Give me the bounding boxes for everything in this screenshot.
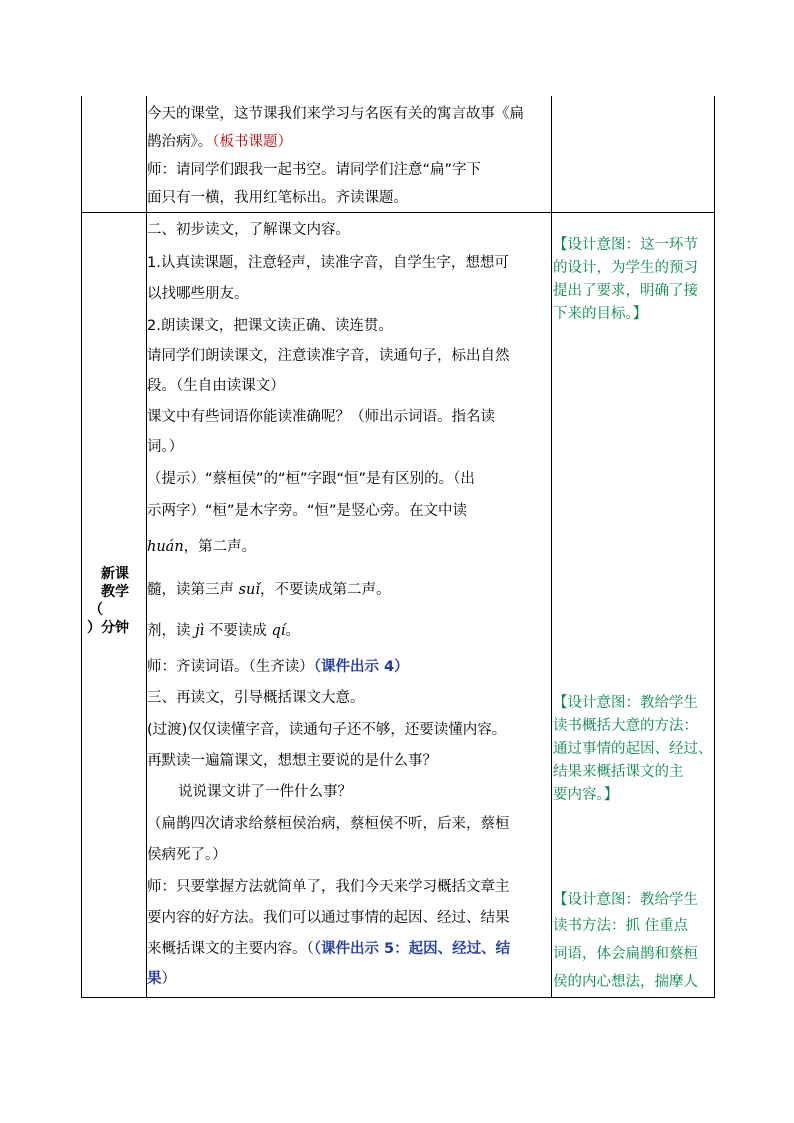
courseware-5-note-end: 果 (147, 971, 162, 987)
method-line-4 (147, 969, 176, 989)
note1-line-2: 的设计，为学生的预习 (553, 260, 698, 276)
note3-line-1: 【设计意图：教给学生 (553, 892, 698, 908)
note1-line-3: 提出了要求，明确了接 (553, 283, 698, 299)
table-border-right (714, 96, 715, 998)
note1-line-1: 【设计意图：这一环节 (553, 237, 698, 253)
word-sui-b: ，不要读成第二声。 (260, 582, 391, 598)
word-sui-a: 髓，读第三声 (147, 582, 239, 598)
word-ji-b: 不要读成 (204, 623, 272, 639)
method-line-3 (147, 939, 510, 959)
note1-line-4: 下来的目标。】 (553, 306, 648, 322)
table-border-bottom (81, 997, 715, 998)
paragraph-hint-3 (147, 537, 256, 557)
row1-line-1: 今天的课堂，这节课我们来学习与名医有关的寓言故事《扁 (147, 106, 524, 122)
section-heading-3: 三、再读文，引导概括课文大意。 (147, 690, 365, 706)
lesson-plan-table (81, 96, 715, 998)
row-divider (81, 212, 715, 213)
method-line-1: 师：只要掌握方法就简单了，我们今天来学习概括文章主 (147, 879, 510, 895)
note3-line-2: 读书方法：抓 住重点 (553, 918, 689, 934)
label-line-1: 新课 (101, 566, 129, 582)
note2-line-4: 结果来概括课文的主 (553, 764, 684, 780)
note2-line-2: 读书概括大意的方法： (553, 718, 698, 734)
row1-line-3: 师：请同学们跟我一起书空。请同学们注意“扁”字下 (147, 162, 482, 178)
silent-read-line: 再默读一遍篇课文，想想主要说的是什么事？ (147, 753, 437, 769)
step-1-line-1: 1.认真读课题，注意轻声，读准字音，自学生字，想想可 (147, 255, 509, 271)
section-heading-1: 二、初步读文，了解课文内容。 (147, 222, 350, 238)
paragraph-read-2: 段。（生自由读课文） (147, 378, 285, 394)
paragraph-words-2: 词。） (147, 439, 184, 455)
note2-line-3: 通过事情的起因、经过、 (553, 741, 713, 757)
label-line-3: （ (89, 602, 103, 618)
paragraph-read-1: 请同学们朗读课文，注意读准字音，读通句子，标出自然 (147, 348, 510, 364)
row1-line-4: 面只有一横，我用红笔标出。齐读课题。 (147, 190, 408, 206)
board-title-note: （板书课题） (212, 134, 292, 150)
paragraph-hint-1: （提示）“蔡桓侯”的“桓”字跟“恒”是有区别的。（出 (147, 471, 475, 487)
method-line-2: 要内容的好方法。我们可以通过事情的起因、经过、结果 (147, 910, 510, 926)
note3-line-3: 词语，体会扁鹊和蔡桓 (553, 946, 698, 962)
question-line: 说说课文讲了一件什么事？ (178, 784, 352, 800)
courseware-5-note: （课件出示 5：起因、经过、结 (313, 941, 511, 957)
word-ji-a: 剂，读 (147, 623, 196, 639)
note3-line-4: 侯的内心想法，揣摩人 (553, 974, 698, 990)
label-line-4: ）分钟 (87, 620, 129, 636)
word-ji (147, 621, 300, 641)
method-line-3-text: 来概括课文的主要内容。（ (147, 941, 314, 957)
pinyin-huan: huán (147, 539, 184, 555)
word-ji-c: 。 (285, 623, 300, 639)
step-1-line-2: 以找哪些朋友。 (147, 286, 249, 302)
tone-note: ，第二声。 (183, 539, 257, 555)
word-sui (147, 580, 391, 600)
pinyin-ji: jì (195, 623, 205, 639)
table-border-left (81, 96, 82, 998)
row1-line-2-text: 鹊治病》。 (147, 134, 213, 150)
teacher-read-text: 师：齐读词语。（生齐读） (147, 659, 314, 675)
transition-line: (过渡)仅仅读懂字音，读通句子还不够，还要读懂内容。 (147, 722, 507, 738)
note2-line-1: 【设计意图：教给学生 (553, 695, 698, 711)
label-line-2: 教学 (101, 584, 129, 600)
row1-line-2 (147, 132, 292, 152)
paragraph-words-1: 课文中有些词语你能读准确呢？（师出示词语。指名读 (147, 409, 495, 425)
paragraph-hint-2: 示两字）“桓”是木字旁。“恒”是竖心旁。在文中读 (147, 503, 468, 519)
pinyin-sui: suǐ (238, 582, 261, 598)
step-2: 2.朗读课文，把课文读正确、读连贯。 (147, 318, 393, 334)
note2-line-5: 要内容。】 (553, 787, 619, 803)
pinyin-qi: qí (271, 623, 286, 639)
table-divider-2 (551, 96, 552, 998)
answer-line-1: （扁鹊四次请求给蔡桓侯治病，蔡桓侯不听，后来，蔡桓 (147, 816, 510, 832)
teacher-read-words (147, 657, 409, 677)
answer-line-2: 侯病死了。） (147, 847, 227, 863)
courseware-4-note: （课件出示 4） (313, 659, 409, 675)
closing-paren: ） (161, 971, 176, 987)
